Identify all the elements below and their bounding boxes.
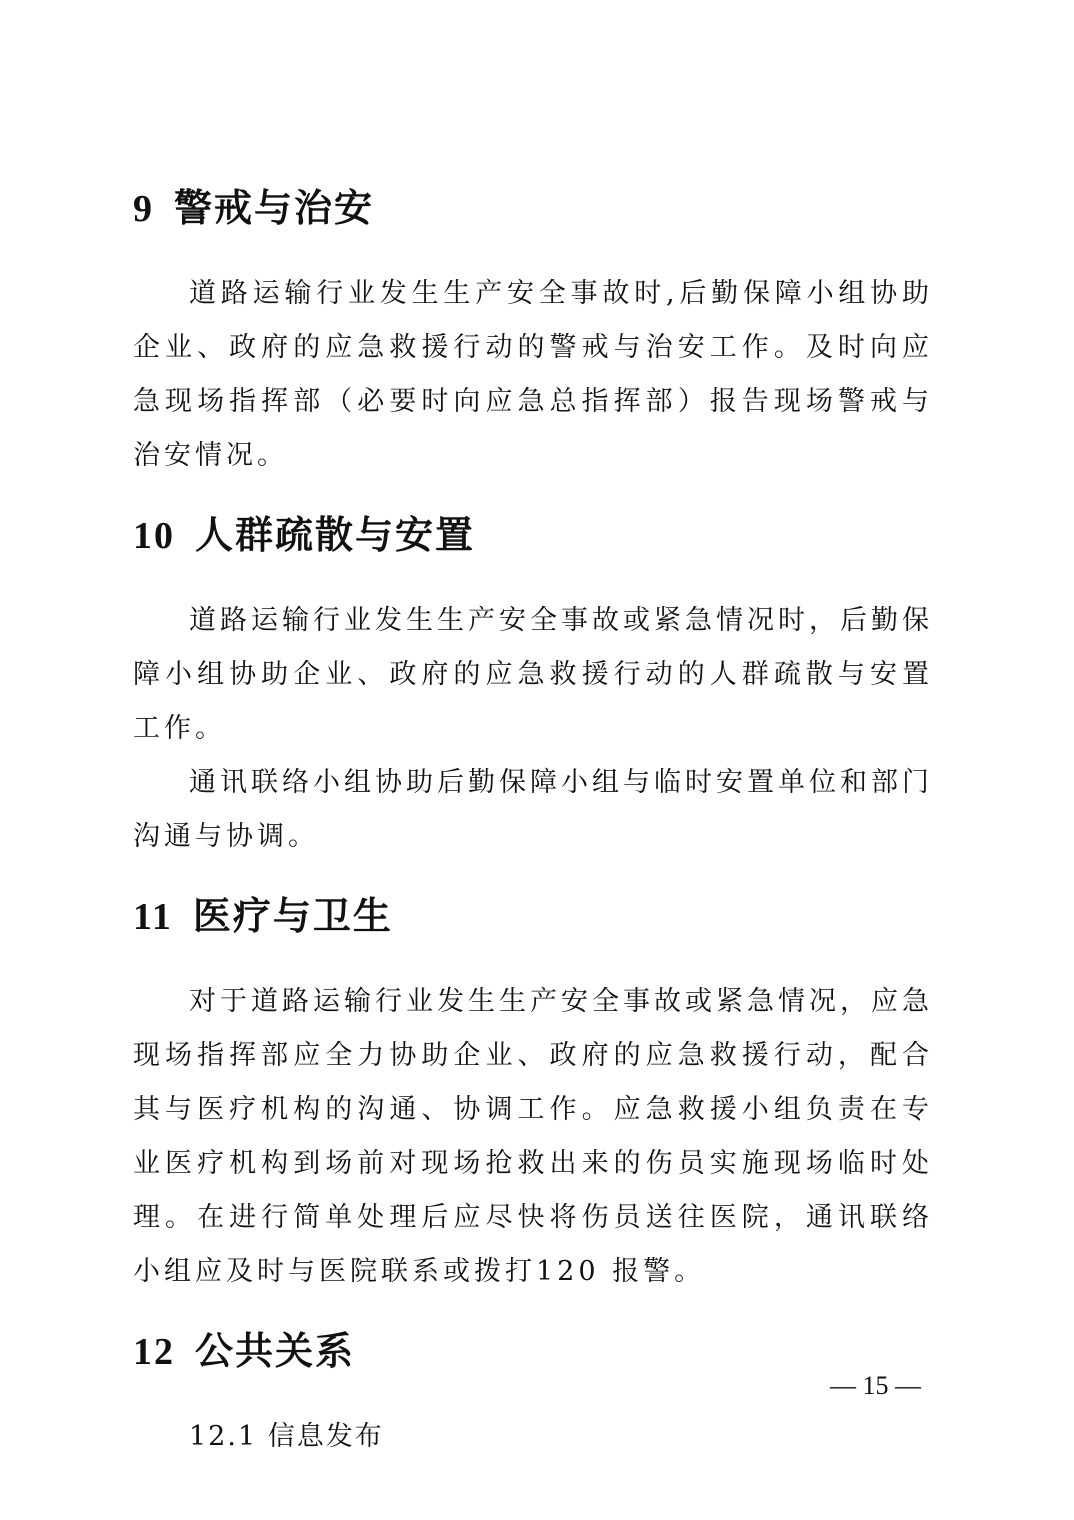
section-title: 警戒与治安 bbox=[174, 185, 375, 230]
page-number: — 15 — bbox=[830, 1371, 921, 1400]
section-12-heading bbox=[133, 1321, 933, 1382]
section-11-paragraph-1: 对于道路运输行业发生生产安全事故或紧急情况，应急现场指挥部应全力协助企业、政府的应急救援行动，配合其与医疗机构的沟通、协调工作。应急救援小组负责在专业医疗机构到场前对现场抢救出来的伤员实施现场临时处理。在进行简单处理后应尽快将伤员送往医院，通讯联络小组应及时与医院联系或拨打120 报警。 bbox=[133, 986, 933, 1287]
section-10-paragraph-2: 通讯联络小组协助后勤保障小组与临时安置单位和部门沟通与协调。 bbox=[133, 767, 933, 852]
section-number: 12 bbox=[133, 1331, 175, 1373]
section-number: 10 bbox=[133, 515, 175, 557]
section-10-paragraph-1: 道路运输行业发生生产安全事故或紧急情况时，后勤保障小组协助企业、政府的应急救援行动的人群疏散与安置工作。 bbox=[133, 605, 933, 744]
section-number: 11 bbox=[133, 896, 173, 938]
section-number: 9 bbox=[133, 188, 154, 230]
section-title: 医疗与卫生 bbox=[192, 893, 393, 938]
section-9-paragraph-1: 道路运输行业发生生产安全事故时,后勤保障小组协助企业、政府的应急救援行动的警戒与治安工作。及时向应急现场指挥部（必要时向应急总指挥部）报告现场警戒与治安情况。 bbox=[133, 278, 933, 471]
subsection-12-1: 12.1 信息发布 bbox=[189, 1421, 384, 1452]
section-11-heading bbox=[133, 886, 933, 947]
section-title: 人群疏散与安置 bbox=[195, 512, 476, 557]
section-10-heading bbox=[133, 505, 933, 566]
section-title: 公共关系 bbox=[195, 1328, 356, 1373]
page-content bbox=[133, 178, 933, 1464]
section-9-heading bbox=[133, 178, 933, 239]
